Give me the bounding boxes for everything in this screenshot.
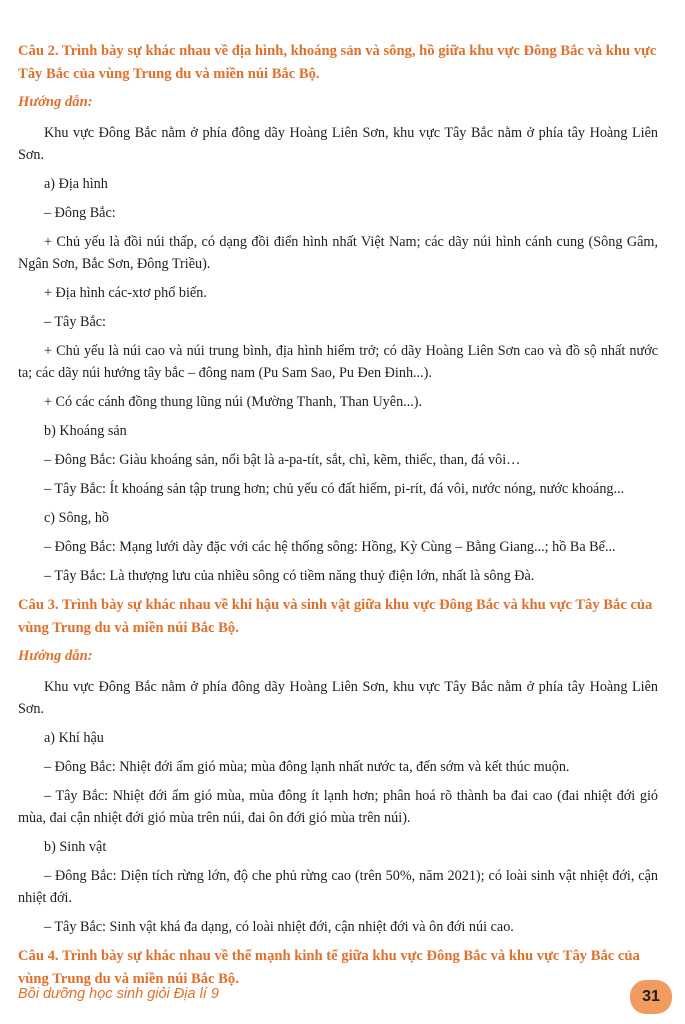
- question-2-section: [18, 40, 658, 587]
- answer-paragraph: – Tây Bắc:: [44, 314, 106, 330]
- question-2-guide-label: Hướng dẫn:: [18, 94, 93, 110]
- answer-paragraph: Khu vực Đông Bắc nằm ở phía đông dãy Hoàng Liên Sơn, khu vực Tây Bắc nằm ở phía tây Hoàng Liên Sơn.: [18, 679, 658, 717]
- answer-paragraph: – Đông Bắc: Mạng lưới dày đặc với các hệ thống sông: Hồng, Kỳ Cùng – Bằng Giang...; hồ Ba Bể...: [44, 539, 616, 555]
- page-content: [18, 40, 658, 996]
- answer-paragraph: Khu vực Đông Bắc nằm ở phía đông dãy Hoàng Liên Sơn, khu vực Tây Bắc nằm ở phía tây Hoàng Liên Sơn.: [18, 125, 658, 163]
- answer-paragraph: b) Khoáng sản: [44, 423, 127, 439]
- question-2-heading: Câu 2. Trình bày sự khác nhau về địa hình, khoáng sản và sông, hồ giữa khu vực Đông Bắc và khu vực Tây Bắc của vùng Trung du và miền núi Bắc Bộ.: [18, 43, 657, 82]
- answer-paragraph: – Tây Bắc: Ít khoáng sản tập trung hơn; chủ yếu có đất hiếm, pi-rít, đá vôi, nước nóng, nước khoáng...: [44, 481, 625, 497]
- page-number-badge: 31: [630, 980, 672, 1014]
- answer-paragraph: – Tây Bắc: Là thượng lưu của nhiều sông có tiềm năng thuỷ điện lớn, nhất là sông Đà.: [44, 568, 535, 584]
- answer-paragraph: a) Địa hình: [44, 176, 108, 192]
- footer-book-title: Bồi dưỡng học sinh giỏi Địa lí 9: [18, 986, 219, 1002]
- answer-paragraph: b) Sinh vật: [44, 839, 107, 855]
- answer-paragraph: c) Sông, hồ: [44, 510, 110, 526]
- answer-paragraph: + Chủ yếu là đồi núi thấp, có dạng đồi điển hình nhất Việt Nam; các dãy núi hình cánh cung (Sông Gâm, Ngân Sơn, Bắc Sơn, Đông Triều).: [18, 234, 658, 272]
- question-4-section: [18, 945, 658, 991]
- question-3-section: [18, 594, 658, 938]
- answer-paragraph: + Chủ yếu là núi cao và núi trung bình, địa hình hiểm trở; có dãy Hoàng Liên Sơn cao và đồ sộ nhất nước ta; các dãy núi hướng tây bắc – đông nam (Pu Sam Sao, Pu Đen Đinh...).: [18, 343, 658, 381]
- answer-paragraph: – Đông Bắc: Giàu khoáng sản, nổi bật là a-pa-tít, sắt, chì, kẽm, thiếc, than, đá vôi…: [44, 452, 521, 468]
- answer-paragraph: – Đông Bắc:: [44, 205, 116, 221]
- answer-paragraph: a) Khí hậu: [44, 730, 104, 746]
- answer-paragraph: – Đông Bắc: Nhiệt đới ẩm gió mùa; mùa đông lạnh nhất nước ta, đến sớm và kết thúc muộn.: [44, 759, 570, 775]
- answer-paragraph: – Tây Bắc: Sinh vật khá đa dạng, có loài nhiệt đới, cận nhiệt đới và ôn đới núi cao.: [44, 919, 514, 935]
- answer-paragraph: – Tây Bắc: Nhiệt đới ẩm gió mùa, mùa đông ít lạnh hơn; phân hoá rõ thành ba đai cao (đai nhiệt đới gió mùa, đai cận nhiệt đới gió mùa trên núi, đai ôn đới gió mùa trên núi).: [18, 788, 658, 826]
- question-3-guide-label: Hướng dẫn:: [18, 648, 93, 664]
- question-4-heading: Câu 4. Trình bày sự khác nhau về thế mạnh kinh tế giữa khu vực Đông Bắc và khu vực Tây Bắc của vùng Trung du và miền núi Bắc Bộ.: [18, 948, 640, 987]
- answer-paragraph: + Địa hình các-xtơ phổ biến.: [44, 285, 207, 301]
- question-3-heading: Câu 3. Trình bày sự khác nhau về khí hậu và sinh vật giữa khu vực Đông Bắc và khu vực Tây Bắc của vùng Trung du và miền núi Bắc Bộ.: [18, 597, 653, 636]
- answer-paragraph: – Đông Bắc: Diện tích rừng lớn, độ che phủ rừng cao (trên 50%, năm 2021); có loài sinh vật nhiệt đới, cận nhiệt đới.: [18, 868, 658, 906]
- answer-paragraph: + Có các cánh đồng thung lũng núi (Mường Thanh, Than Uyên...).: [44, 394, 423, 410]
